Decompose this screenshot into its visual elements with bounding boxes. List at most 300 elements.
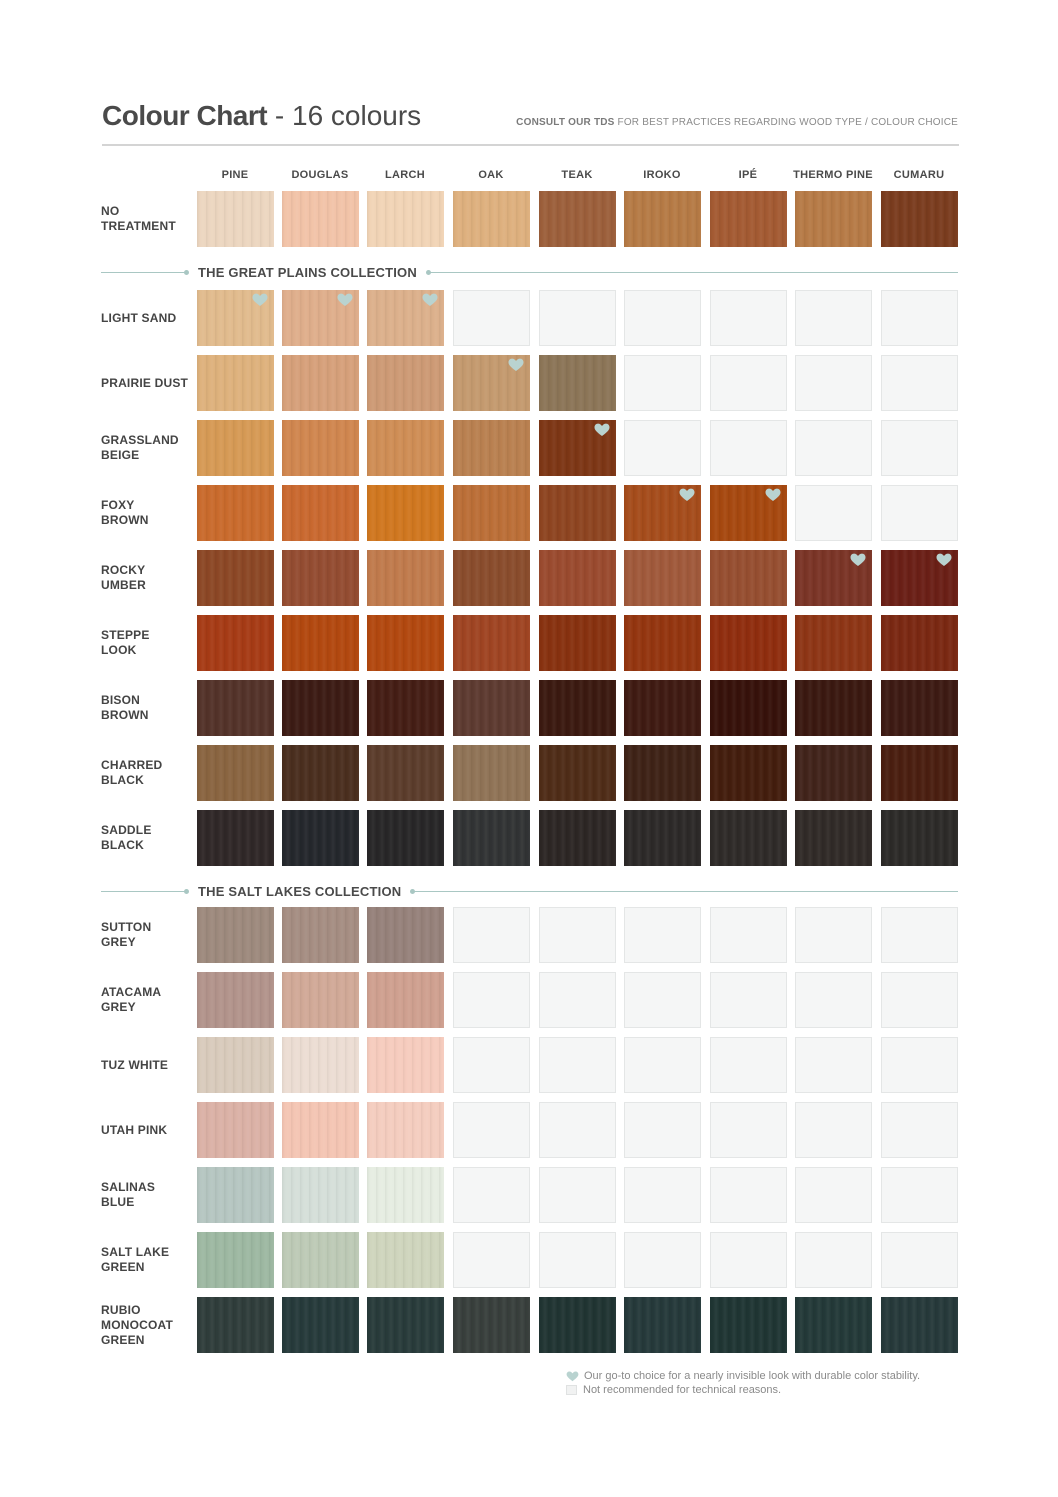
swatch-tuz-white-pine[interactable]: [197, 1037, 274, 1093]
swatch-grassland-beige-douglas[interactable]: [282, 420, 359, 476]
heart-icon: [252, 293, 268, 307]
swatch-charred-black-thermo-pine[interactable]: [795, 745, 872, 801]
wood-grain-texture: [367, 550, 444, 606]
swatch-rubio-monocoat-green-douglas[interactable]: [282, 1297, 359, 1353]
row-label-sutton-grey: SUTTON GREY: [101, 920, 152, 949]
swatch-bison-brown-cumaru[interactable]: [881, 680, 958, 736]
row-label-no-treatment: NO TREATMENT: [101, 204, 176, 233]
swatch-salinas-blue-larch[interactable]: [367, 1167, 444, 1223]
swatch-charred-black-pine[interactable]: [197, 745, 274, 801]
section-rule-left: [101, 891, 185, 892]
wood-grain-texture: [197, 355, 274, 411]
swatch-not-recommended[interactable]: [710, 420, 787, 476]
column-header-teak: TEAK: [561, 169, 593, 181]
wood-grain-texture: [624, 615, 701, 671]
row-label-utah-pink: UTAH PINK: [101, 1122, 168, 1137]
wood-grain-texture: [453, 485, 530, 541]
wood-grain-texture: [539, 1297, 616, 1353]
swatch-no-treatment-cumaru[interactable]: [881, 191, 958, 247]
wood-grain-texture: [453, 810, 530, 866]
swatch-not-recommended[interactable]: [881, 1167, 958, 1223]
swatch-grassland-beige-teak[interactable]: [539, 420, 616, 476]
swatch-no-treatment-thermo-pine[interactable]: [795, 191, 872, 247]
wood-grain-texture: [881, 1297, 958, 1353]
wood-grain-texture: [367, 1232, 444, 1288]
swatch-utah-pink-pine[interactable]: [197, 1102, 274, 1158]
swatch-not-recommended[interactable]: [881, 1037, 958, 1093]
swatch-rocky-umber-douglas[interactable]: [282, 550, 359, 606]
row-label-light-sand: LIGHT SAND: [101, 310, 177, 325]
swatch-sutton-grey-larch[interactable]: [367, 907, 444, 963]
wood-grain-texture: [282, 485, 359, 541]
wood-grain-texture: [539, 550, 616, 606]
swatch-rubio-monocoat-green-iroko[interactable]: [624, 1297, 701, 1353]
wood-grain-texture: [282, 420, 359, 476]
swatch-charred-black-cumaru[interactable]: [881, 745, 958, 801]
swatch-not-recommended[interactable]: [453, 290, 530, 346]
wood-grain-texture: [453, 420, 530, 476]
swatch-not-recommended[interactable]: [881, 290, 958, 346]
swatch-foxy-brown-douglas[interactable]: [282, 485, 359, 541]
swatch-rubio-monocoat-green-larch[interactable]: [367, 1297, 444, 1353]
wood-grain-texture: [710, 810, 787, 866]
heart-icon: [566, 1371, 579, 1382]
swatch-not-recommended[interactable]: [453, 1232, 530, 1288]
row-label-rocky-umber: ROCKY UMBER: [101, 563, 146, 592]
wood-grain-texture: [624, 810, 701, 866]
row-label-grassland-beige: GRASSLAND BEIGE: [101, 433, 179, 462]
swatch-atacama-grey-pine[interactable]: [197, 972, 274, 1028]
swatch-not-recommended[interactable]: [881, 1102, 958, 1158]
swatch-not-recommended[interactable]: [795, 420, 872, 476]
swatch-charred-black-larch[interactable]: [367, 745, 444, 801]
wood-grain-texture: [282, 1297, 359, 1353]
swatch-not-recommended[interactable]: [453, 972, 530, 1028]
wood-grain-texture: [881, 191, 958, 247]
wood-grain-texture: [624, 1297, 701, 1353]
swatch-not-recommended[interactable]: [453, 1102, 530, 1158]
row-label-salt-lake-green: SALT LAKE GREEN: [101, 1245, 170, 1274]
swatch-foxy-brown-larch[interactable]: [367, 485, 444, 541]
swatch-not-recommended[interactable]: [539, 972, 616, 1028]
swatch-not-recommended[interactable]: [795, 907, 872, 963]
swatch-steppe-look-douglas[interactable]: [282, 615, 359, 671]
wood-grain-texture: [282, 1037, 359, 1093]
wood-grain-texture: [453, 191, 530, 247]
wood-grain-texture: [282, 615, 359, 671]
row-label-bison-brown: BISON BROWN: [101, 693, 149, 722]
swatch-bison-brown-teak[interactable]: [539, 680, 616, 736]
wood-grain-texture: [197, 1297, 274, 1353]
swatch-bison-brown-thermo-pine[interactable]: [795, 680, 872, 736]
swatch-charred-black-douglas[interactable]: [282, 745, 359, 801]
swatch-prairie-dust-larch[interactable]: [367, 355, 444, 411]
wood-grain-texture: [367, 1037, 444, 1093]
wood-grain-texture: [453, 1297, 530, 1353]
wood-grain-texture: [881, 810, 958, 866]
wood-grain-texture: [539, 810, 616, 866]
row-label-rubio-monocoat-green: RUBIO MONOCOAT GREEN: [101, 1302, 174, 1347]
wood-grain-texture: [282, 907, 359, 963]
wood-grain-texture: [539, 355, 616, 411]
swatch-not-recommended[interactable]: [624, 1102, 701, 1158]
swatch-no-treatment-ip[interactable]: [710, 191, 787, 247]
swatch-utah-pink-larch[interactable]: [367, 1102, 444, 1158]
swatch-rubio-monocoat-green-cumaru[interactable]: [881, 1297, 958, 1353]
swatch-saddle-black-thermo-pine[interactable]: [795, 810, 872, 866]
swatch-no-treatment-pine[interactable]: [197, 191, 274, 247]
swatch-salt-lake-green-pine[interactable]: [197, 1232, 274, 1288]
swatch-bison-brown-pine[interactable]: [197, 680, 274, 736]
swatch-salinas-blue-pine[interactable]: [197, 1167, 274, 1223]
swatch-steppe-look-thermo-pine[interactable]: [795, 615, 872, 671]
swatch-not-recommended[interactable]: [795, 972, 872, 1028]
swatch-not-recommended[interactable]: [795, 1102, 872, 1158]
swatch-prairie-dust-pine[interactable]: [197, 355, 274, 411]
wood-grain-texture: [282, 355, 359, 411]
wood-grain-texture: [367, 615, 444, 671]
swatch-not-recommended[interactable]: [539, 907, 616, 963]
swatch-not-recommended[interactable]: [624, 290, 701, 346]
swatch-bison-brown-larch[interactable]: [367, 680, 444, 736]
swatch-no-treatment-larch[interactable]: [367, 191, 444, 247]
swatch-prairie-dust-oak[interactable]: [453, 355, 530, 411]
section-rule-left: [101, 272, 185, 273]
swatch-not-recommended[interactable]: [624, 1037, 701, 1093]
wood-grain-texture: [710, 680, 787, 736]
wood-grain-texture: [624, 745, 701, 801]
wood-grain-texture: [453, 550, 530, 606]
swatch-steppe-look-ip[interactable]: [710, 615, 787, 671]
row-label-foxy-brown: FOXY BROWN: [101, 498, 149, 527]
wood-grain-texture: [197, 972, 274, 1028]
wood-grain-texture: [367, 972, 444, 1028]
swatch-not-recommended[interactable]: [710, 972, 787, 1028]
wood-grain-texture: [197, 907, 274, 963]
swatch-charred-black-ip[interactable]: [710, 745, 787, 801]
column-header-ip: IPÉ: [738, 169, 758, 181]
swatch-no-treatment-teak[interactable]: [539, 191, 616, 247]
swatch-not-recommended[interactable]: [795, 1232, 872, 1288]
swatch-tuz-white-douglas[interactable]: [282, 1037, 359, 1093]
wood-grain-texture: [367, 355, 444, 411]
wood-grain-texture: [197, 810, 274, 866]
wood-grain-texture: [367, 485, 444, 541]
wood-grain-texture: [539, 680, 616, 736]
swatch-not-recommended[interactable]: [795, 1167, 872, 1223]
swatch-not-recommended[interactable]: [881, 907, 958, 963]
wood-grain-texture: [453, 615, 530, 671]
swatch-grassland-beige-larch[interactable]: [367, 420, 444, 476]
wood-grain-texture: [367, 1297, 444, 1353]
wood-grain-texture: [539, 191, 616, 247]
section-rule-right: [414, 891, 958, 892]
swatch-rocky-umber-iroko[interactable]: [624, 550, 701, 606]
wood-grain-texture: [197, 1232, 274, 1288]
swatch-foxy-brown-teak[interactable]: [539, 485, 616, 541]
swatch-not-recommended[interactable]: [795, 485, 872, 541]
swatch-not-recommended[interactable]: [624, 1232, 701, 1288]
swatch-saddle-black-oak[interactable]: [453, 810, 530, 866]
swatch-charred-black-iroko[interactable]: [624, 745, 701, 801]
heart-icon: [337, 293, 353, 307]
swatch-not-recommended[interactable]: [710, 907, 787, 963]
swatch-rubio-monocoat-green-teak[interactable]: [539, 1297, 616, 1353]
swatch-saddle-black-pine[interactable]: [197, 810, 274, 866]
wood-grain-texture: [367, 1167, 444, 1223]
swatch-steppe-look-pine[interactable]: [197, 615, 274, 671]
swatch-charred-black-teak[interactable]: [539, 745, 616, 801]
title-bold: Colour Chart: [102, 100, 268, 131]
column-header-larch: LARCH: [385, 169, 425, 181]
wood-grain-texture: [282, 972, 359, 1028]
swatch-no-treatment-douglas[interactable]: [282, 191, 359, 247]
wood-grain-texture: [795, 680, 872, 736]
column-header-douglas: DOUGLAS: [291, 169, 349, 181]
swatch-grassland-beige-oak[interactable]: [453, 420, 530, 476]
legend-not-recommended: [566, 1384, 781, 1396]
swatch-rubio-monocoat-green-oak[interactable]: [453, 1297, 530, 1353]
swatch-steppe-look-iroko[interactable]: [624, 615, 701, 671]
swatch-atacama-grey-douglas[interactable]: [282, 972, 359, 1028]
section-rule-dot: [184, 889, 189, 894]
heart-icon: [594, 423, 610, 437]
swatch-not-recommended[interactable]: [881, 355, 958, 411]
swatch-foxy-brown-iroko[interactable]: [624, 485, 701, 541]
wood-grain-texture: [881, 680, 958, 736]
swatch-rocky-umber-thermo-pine[interactable]: [795, 550, 872, 606]
wood-grain-texture: [710, 550, 787, 606]
title-rest: - 16 colours: [267, 100, 422, 131]
swatch-not-recommended[interactable]: [710, 290, 787, 346]
section-title-text: THE SALT LAKES COLLECTION: [198, 884, 402, 899]
wood-grain-texture: [197, 1167, 274, 1223]
wood-grain-texture: [453, 745, 530, 801]
wood-grain-texture: [282, 1102, 359, 1158]
swatch-no-treatment-iroko[interactable]: [624, 191, 701, 247]
page-title: [102, 100, 421, 132]
heart-icon: [936, 553, 952, 567]
swatch-saddle-black-ip[interactable]: [710, 810, 787, 866]
column-header-iroko: IROKO: [643, 169, 681, 181]
wood-grain-texture: [795, 191, 872, 247]
swatch-bison-brown-iroko[interactable]: [624, 680, 701, 736]
swatch-not-recommended[interactable]: [881, 972, 958, 1028]
swatch-steppe-look-cumaru[interactable]: [881, 615, 958, 671]
wood-grain-texture: [367, 907, 444, 963]
wood-grain-texture: [539, 615, 616, 671]
wood-grain-texture: [197, 485, 274, 541]
swatch-foxy-brown-ip[interactable]: [710, 485, 787, 541]
swatch-not-recommended[interactable]: [710, 355, 787, 411]
swatch-rubio-monocoat-green-ip[interactable]: [710, 1297, 787, 1353]
swatch-not-recommended[interactable]: [710, 1232, 787, 1288]
wood-grain-texture: [367, 745, 444, 801]
swatch-rocky-umber-cumaru[interactable]: [881, 550, 958, 606]
wood-grain-texture: [710, 615, 787, 671]
swatch-charred-black-oak[interactable]: [453, 745, 530, 801]
wood-grain-texture: [624, 191, 701, 247]
heart-icon: [850, 553, 866, 567]
swatch-rubio-monocoat-green-thermo-pine[interactable]: [795, 1297, 872, 1353]
wood-grain-texture: [282, 810, 359, 866]
wood-grain-texture: [197, 1037, 274, 1093]
heart-icon: [422, 293, 438, 307]
swatch-not-recommended[interactable]: [881, 485, 958, 541]
section-title-the-great-plains-collection: [101, 265, 958, 281]
column-header-oak: OAK: [478, 169, 504, 181]
swatch-rocky-umber-oak[interactable]: [453, 550, 530, 606]
swatch-salt-lake-green-douglas[interactable]: [282, 1232, 359, 1288]
swatch-not-recommended[interactable]: [795, 1037, 872, 1093]
wood-grain-texture: [367, 810, 444, 866]
swatch-not-recommended[interactable]: [453, 907, 530, 963]
wood-grain-texture: [197, 191, 274, 247]
wood-grain-texture: [795, 810, 872, 866]
section-rule-dot: [184, 270, 189, 275]
wood-grain-texture: [197, 615, 274, 671]
legend-recommended: [566, 1370, 920, 1382]
heart-icon: [679, 488, 695, 502]
wood-grain-texture: [539, 745, 616, 801]
swatch-not-recommended[interactable]: [795, 290, 872, 346]
swatch-no-treatment-oak[interactable]: [453, 191, 530, 247]
swatch-salt-lake-green-larch[interactable]: [367, 1232, 444, 1288]
wood-grain-texture: [624, 680, 701, 736]
wood-grain-texture: [367, 191, 444, 247]
swatch-steppe-look-larch[interactable]: [367, 615, 444, 671]
swatch-saddle-black-teak[interactable]: [539, 810, 616, 866]
wood-grain-texture: [795, 1297, 872, 1353]
wood-grain-texture: [282, 745, 359, 801]
swatch-foxy-brown-pine[interactable]: [197, 485, 274, 541]
wood-grain-texture: [197, 680, 274, 736]
swatch-steppe-look-teak[interactable]: [539, 615, 616, 671]
wood-grain-texture: [710, 191, 787, 247]
wood-grain-texture: [367, 420, 444, 476]
swatch-rocky-umber-teak[interactable]: [539, 550, 616, 606]
wood-grain-texture: [282, 680, 359, 736]
swatch-prairie-dust-teak[interactable]: [539, 355, 616, 411]
wood-grain-texture: [710, 1297, 787, 1353]
swatch-light-sand-douglas[interactable]: [282, 290, 359, 346]
swatch-not-recommended[interactable]: [453, 1037, 530, 1093]
section-rule-right: [430, 272, 958, 273]
row-label-tuz-white: TUZ WHITE: [101, 1057, 169, 1072]
swatch-not-recommended[interactable]: [539, 1037, 616, 1093]
swatch-not-recommended[interactable]: [624, 355, 701, 411]
swatch-rubio-monocoat-green-pine[interactable]: [197, 1297, 274, 1353]
swatch-salinas-blue-douglas[interactable]: [282, 1167, 359, 1223]
swatch-not-recommended[interactable]: [881, 1232, 958, 1288]
swatch-saddle-black-cumaru[interactable]: [881, 810, 958, 866]
row-label-saddle-black: SADDLE BLACK: [101, 823, 152, 852]
wood-grain-texture: [367, 1102, 444, 1158]
swatch-bison-brown-ip[interactable]: [710, 680, 787, 736]
section-title-text: THE GREAT PLAINS COLLECTION: [198, 265, 417, 280]
row-label-atacama-grey: ATACAMA GREY: [101, 985, 162, 1014]
wood-grain-texture: [453, 680, 530, 736]
swatch-prairie-dust-douglas[interactable]: [282, 355, 359, 411]
swatch-not-recommended[interactable]: [710, 1102, 787, 1158]
wood-grain-texture: [197, 1102, 274, 1158]
swatch-not-recommended[interactable]: [710, 1037, 787, 1093]
wood-grain-texture: [282, 1232, 359, 1288]
empty-box-icon: [566, 1385, 577, 1395]
swatch-bison-brown-douglas[interactable]: [282, 680, 359, 736]
title-divider: [102, 144, 959, 146]
legend-recommended-text: Our go-to choice for a nearly invisible look with durable color stability.: [584, 1370, 921, 1382]
wood-grain-texture: [795, 615, 872, 671]
row-label-salinas-blue: SALINAS BLUE: [101, 1180, 156, 1209]
swatch-tuz-white-larch[interactable]: [367, 1037, 444, 1093]
consult-note: [516, 117, 958, 128]
swatch-rocky-umber-larch[interactable]: [367, 550, 444, 606]
swatch-sutton-grey-douglas[interactable]: [282, 907, 359, 963]
wood-grain-texture: [624, 550, 701, 606]
swatch-utah-pink-douglas[interactable]: [282, 1102, 359, 1158]
wood-grain-texture: [197, 745, 274, 801]
wood-grain-texture: [539, 485, 616, 541]
swatch-not-recommended[interactable]: [539, 1102, 616, 1158]
swatch-rocky-umber-pine[interactable]: [197, 550, 274, 606]
swatch-not-recommended[interactable]: [539, 290, 616, 346]
column-header-thermo-pine: THERMO PINE: [793, 169, 873, 181]
swatch-not-recommended[interactable]: [881, 420, 958, 476]
swatch-saddle-black-iroko[interactable]: [624, 810, 701, 866]
wood-grain-texture: [795, 745, 872, 801]
row-label-prairie-dust: PRAIRIE DUST: [101, 375, 189, 390]
swatch-not-recommended[interactable]: [453, 1167, 530, 1223]
wood-grain-texture: [710, 745, 787, 801]
swatch-grassland-beige-pine[interactable]: [197, 420, 274, 476]
swatch-sutton-grey-pine[interactable]: [197, 907, 274, 963]
swatch-saddle-black-larch[interactable]: [367, 810, 444, 866]
legend-not-recommended-text: Not recommended for technical reasons.: [583, 1384, 782, 1396]
swatch-not-recommended[interactable]: [539, 1232, 616, 1288]
swatch-not-recommended[interactable]: [624, 972, 701, 1028]
swatch-rocky-umber-ip[interactable]: [710, 550, 787, 606]
swatch-steppe-look-oak[interactable]: [453, 615, 530, 671]
heart-icon: [765, 488, 781, 502]
swatch-foxy-brown-oak[interactable]: [453, 485, 530, 541]
wood-grain-texture: [197, 420, 274, 476]
wood-grain-texture: [282, 1167, 359, 1223]
swatch-not-recommended[interactable]: [624, 907, 701, 963]
swatch-not-recommended[interactable]: [624, 1167, 701, 1223]
consult-rest: FOR BEST PRACTICES REGARDING WOOD TYPE / COLOUR CHOICE: [614, 117, 958, 128]
swatch-not-recommended[interactable]: [624, 420, 701, 476]
swatch-light-sand-larch[interactable]: [367, 290, 444, 346]
wood-grain-texture: [197, 550, 274, 606]
swatch-bison-brown-oak[interactable]: [453, 680, 530, 736]
swatch-light-sand-pine[interactable]: [197, 290, 274, 346]
swatch-not-recommended[interactable]: [795, 355, 872, 411]
consult-tds-link[interactable]: CONSULT OUR TDS: [516, 117, 615, 128]
wood-grain-texture: [881, 615, 958, 671]
section-title-the-salt-lakes-collection: [101, 884, 958, 900]
row-label-charred-black: CHARRED BLACK: [101, 758, 163, 787]
swatch-saddle-black-douglas[interactable]: [282, 810, 359, 866]
swatch-not-recommended[interactable]: [539, 1167, 616, 1223]
heart-icon: [508, 358, 524, 372]
swatch-atacama-grey-larch[interactable]: [367, 972, 444, 1028]
column-header-cumaru: CUMARU: [893, 169, 945, 181]
wood-grain-texture: [282, 191, 359, 247]
column-header-pine: PINE: [221, 169, 249, 181]
swatch-not-recommended[interactable]: [710, 1167, 787, 1223]
wood-grain-texture: [367, 680, 444, 736]
